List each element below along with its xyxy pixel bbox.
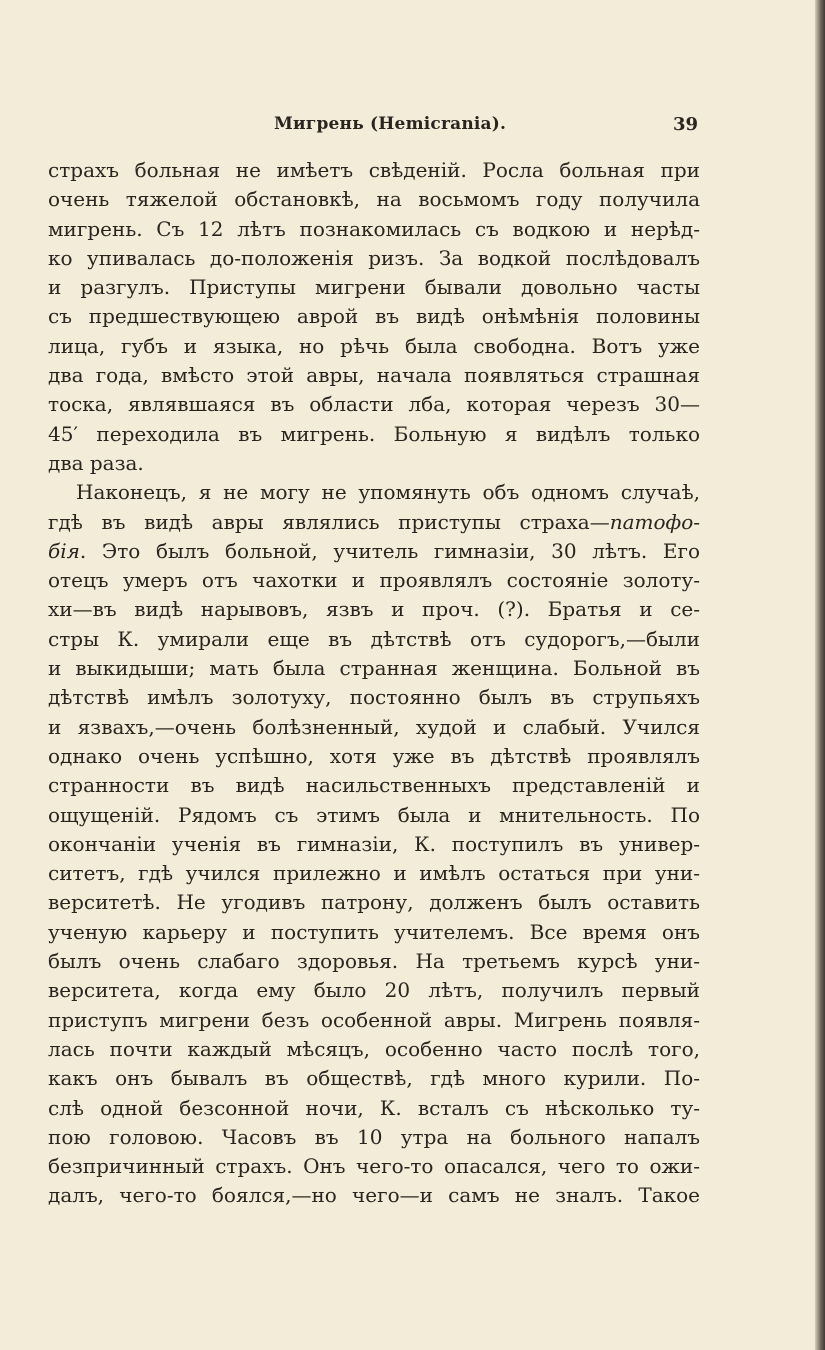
text-line: приступъ мигрени безъ особенной авры. Мигрень появля- — [48, 1007, 700, 1032]
text-line: далъ, чего-то боялся,—но чего—и самъ не зналъ. Такое — [48, 1183, 700, 1208]
text-line: отецъ умеръ отъ чахотки и проявлялъ состояніе золоту- — [48, 568, 700, 593]
text-line: окончаніи ученія въ гимназіи, К. поступилъ въ универ- — [48, 831, 700, 856]
text-line: мигрень. Съ 12 лѣтъ познакомилась съ водкою и нерѣд- — [48, 216, 700, 241]
text-line: ситетъ, гдѣ учился прилежно и имѣлъ остаться при уни- — [48, 861, 700, 886]
text-line: однако очень успѣшно, хотя уже въ дѣтствѣ проявлялъ — [48, 743, 700, 768]
page-edge — [815, 0, 825, 1350]
text-line — [48, 508, 700, 537]
text-line: былъ очень слабаго здоровья. На третьемъ курсѣ уни- — [48, 949, 700, 974]
paragraph-first-line: Наконецъ, я не могу не упомянуть объ одномъ случаѣ, — [76, 480, 700, 505]
page-number: 39 — [672, 114, 698, 135]
text-line: съ предшествующею аврой въ видѣ онѣмѣнія половины — [48, 304, 700, 329]
text-line: 45′ переходила въ мигрень. Больную я видѣлъ только — [48, 421, 700, 446]
text-line: ученую карьеру и поступить учителемъ. Все время онъ — [48, 919, 700, 944]
text-line: безпричинный страхъ. Онъ чего-то опасался, чего то ожи- — [48, 1154, 700, 1179]
italic-term: патофо- — [609, 509, 700, 534]
body-text — [48, 156, 700, 1211]
text-line: очень тяжелой обстановкѣ, на восьмомъ году получила — [48, 187, 700, 212]
text-line: ощущеній. Рядомъ съ этимъ была и мнительность. По — [48, 802, 700, 827]
italic-term: бія — [48, 538, 80, 563]
text-segment: . Это былъ больной, учитель гимназіи, 30 лѣтъ. Его — [79, 538, 700, 563]
text-line: хи—въ видѣ нарывовъ, язвъ и проч. (?). Братья и се- — [48, 597, 700, 622]
text-line: слѣ одной безсонной ночи, К. всталъ съ нѣсколько ту- — [48, 1095, 700, 1120]
running-title: Мигрень (Hemicrania). — [274, 114, 507, 134]
text-line: и выкидыши; мать была странная женщина. Больной въ — [48, 656, 700, 681]
text-line — [48, 537, 700, 566]
text-line: тоска, являвшаяся въ области лба, которая черезъ 30— — [48, 392, 700, 417]
text-line: ко упивалась до-положенія ризъ. За водкой послѣдовалъ — [48, 245, 700, 270]
text-line: верситетѣ. Не угодивъ патрону, долженъ былъ оставить — [48, 890, 700, 915]
page-header — [48, 114, 700, 144]
text-line: какъ онъ бывалъ въ обществѣ, гдѣ много курили. По- — [48, 1066, 700, 1091]
text-line: странности въ видѣ насильственныхъ представленій и — [48, 773, 700, 798]
text-line: два раза. — [48, 450, 144, 475]
text-line: лась почти каждый мѣсяцъ, особенно часто послѣ того, — [48, 1036, 700, 1061]
text-line: верситета, когда ему было 20 лѣтъ, получилъ первый — [48, 978, 700, 1003]
text-line: стры К. умирали еще въ дѣтствѣ отъ судорогъ,—были — [48, 626, 700, 651]
text-line: два года, вмѣсто этой авры, начала появляться страшная — [48, 363, 700, 388]
text-line: дѣтствѣ имѣлъ золотуху, постоянно былъ въ струпьяхъ — [48, 685, 700, 710]
text-segment: гдѣ въ видѣ авры являлись приступы страха— — [48, 509, 610, 534]
text-line: и язвахъ,—очень болѣзненный, худой и слабый. Учился — [48, 714, 700, 739]
text-line: страхъ больная не имѣетъ свѣденій. Росла больная при — [48, 158, 700, 182]
text-line: и разгулъ. Приступы мигрени бывали довольно часты — [48, 275, 700, 300]
text-line: пою головою. Часовъ въ 10 утра на больного напалъ — [48, 1124, 700, 1149]
text-line: лица, губъ и языка, но рѣчь была свободна. Вотъ уже — [48, 333, 700, 358]
